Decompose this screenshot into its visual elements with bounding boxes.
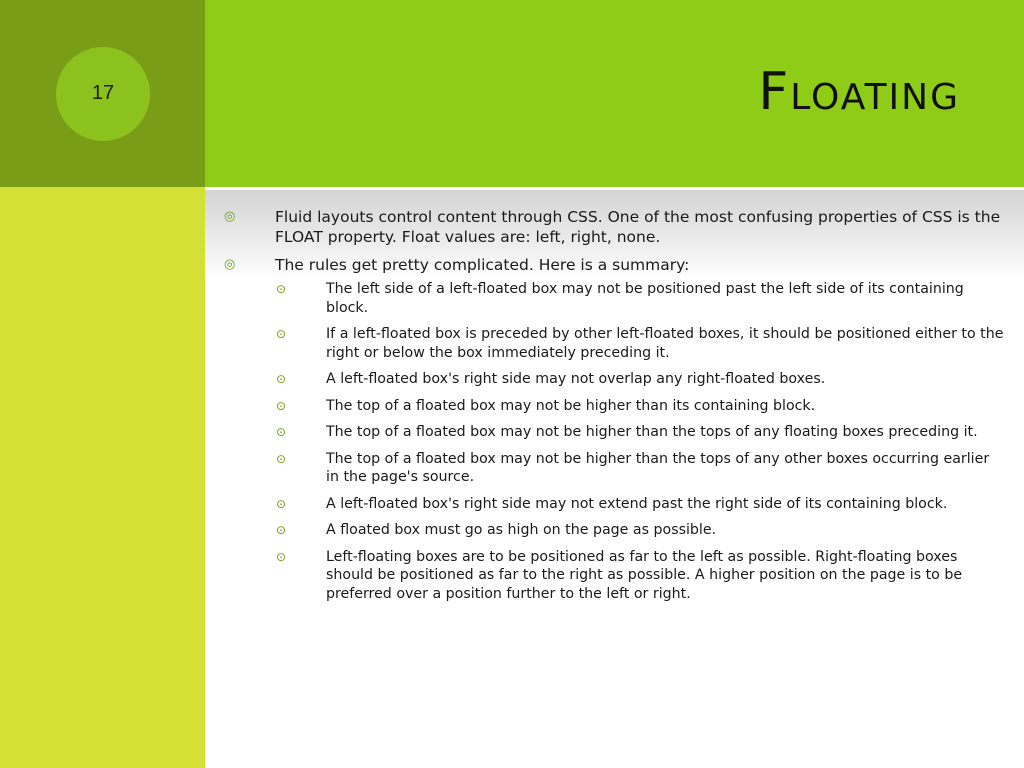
slide-number-circle [56,47,150,141]
sub-list-item [205,548,1005,604]
sub-list-item [205,495,1005,514]
sub-list-item [205,280,1005,317]
sub-bullet-icon: ⊙ [276,327,287,341]
sub-bullet-list [205,280,1005,603]
sub-bullet-icon: ⊙ [276,549,287,564]
sub-list-item [205,370,1005,389]
sub-bullet-icon: ⊙ [276,282,287,296]
slide-number-panel [0,0,205,187]
sub-bullet-text: A left-floated box's right side may not extend past the right side of its containing block. [326,495,948,512]
sub-bullet-text: The top of a floated box may not be higher than its containing block. [326,397,816,414]
title-bar [205,0,1024,187]
sub-list-item [205,450,1005,487]
bullet-list [205,207,1005,611]
sub-list-item [205,325,1005,362]
left-accent-bar [0,187,205,768]
sub-bullet-icon: ⊙ [276,496,287,511]
sub-bullet-text: The top of a floated box may not be higher than the tops of any floating boxes preceding it. [326,424,978,440]
sub-bullet-icon: ⊙ [276,451,287,466]
sub-list-item [205,521,1005,540]
bullet-icon: ◎ [224,257,236,272]
sub-bullet-text: Left-floating boxes are to be positioned as far to the left as possible. Right-floating boxes should be positioned as far to the right as possible. A higher position on the page is to be preferred over a position further to the left or right. [326,548,963,602]
sub-bullet-text: If a left-floated box is preceded by other left-floated boxes, it should be positioned either to the right or below the box immediately preceding it. [326,326,1004,361]
slide-title: Floating [758,62,960,122]
sub-bullet-icon: ⊙ [276,425,287,439]
sub-bullet-icon: ⊙ [276,398,287,413]
slide-number: 17 [91,82,115,104]
bullet-text: Fluid layouts control content through CSS. One of the most confusing properties of CSS is the FLOAT property. Float values are: left, right, none. [275,208,1001,246]
sub-bullet-text: The top of a floated box may not be higher than the tops of any other boxes occurring earlier in the page's source. [326,450,990,485]
sub-bullet-text: A left-floated box's right side may not overlap any right-floated boxes. [326,371,826,387]
sub-list-item [205,397,1005,416]
slide-content [205,190,1024,768]
bullet-icon: ◎ [224,209,236,224]
bullet-text: The rules get pretty complicated. Here is a summary: [275,256,690,274]
sub-bullet-text: The left side of a left-floated box may not be positioned past the left side of its containing block. [326,281,964,316]
sub-bullet-icon: ⊙ [276,523,287,537]
sub-bullet-text: A floated box must go as high on the page as possible. [326,522,717,538]
list-item [205,255,1005,603]
sub-list-item [205,423,1005,442]
list-item [205,207,1005,247]
sub-bullet-icon: ⊙ [276,372,287,386]
